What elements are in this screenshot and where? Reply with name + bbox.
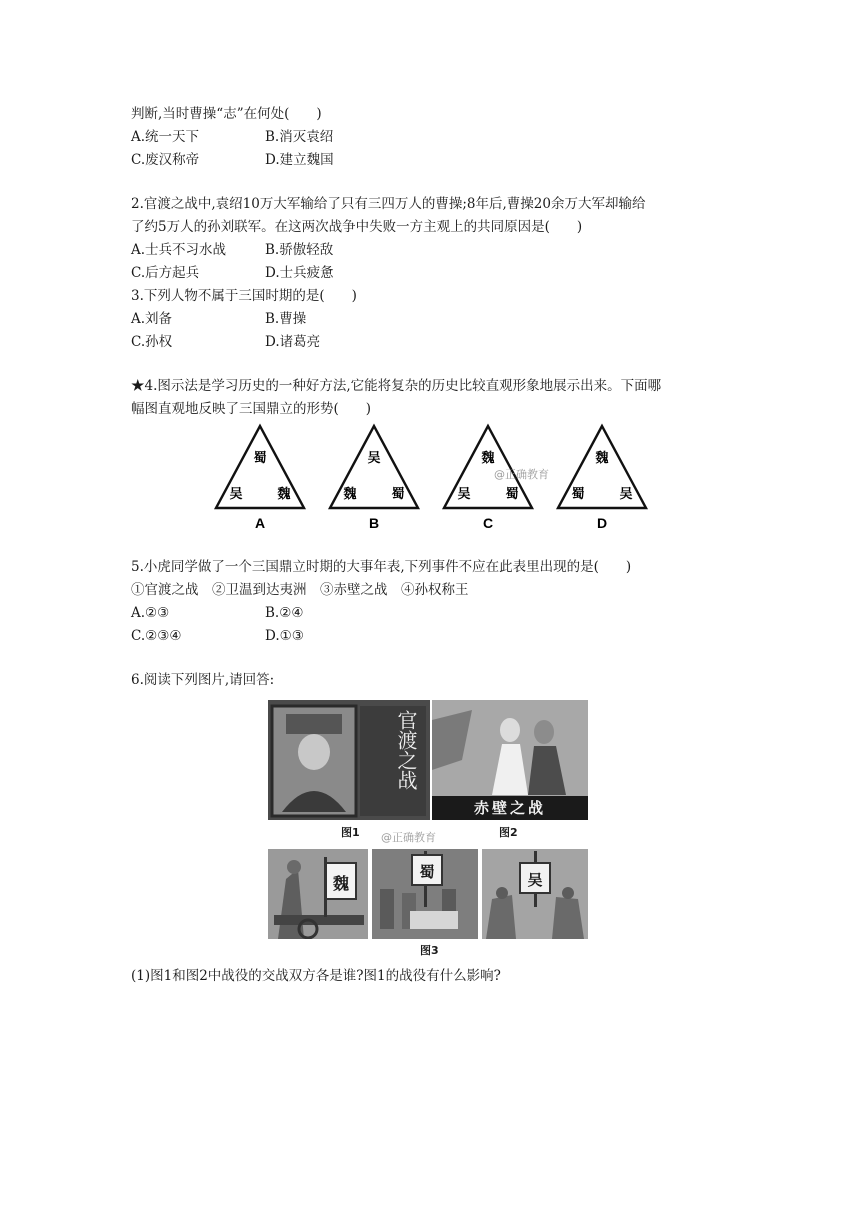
triangle-c-top: 魏 — [481, 451, 495, 466]
q5-option-b: B.②④ — [265, 605, 304, 621]
triangle-d-label: D — [596, 515, 608, 531]
q3-option-d: D.诸葛亮 — [265, 334, 321, 350]
figure-3-wei-art — [268, 849, 368, 939]
figure-1-image — [268, 700, 430, 820]
figure-2-image — [432, 700, 588, 820]
q5-events: ①官渡之战 ②卫温到达夷洲 ③赤壁之战 ④孙权称王 — [131, 582, 469, 598]
q2-option-c: C.后方起兵 — [131, 265, 200, 281]
figure-1-title: 官渡之战 — [394, 710, 418, 790]
triangle-b-left: 魏 — [343, 487, 357, 502]
triangle-b-label: B — [368, 515, 380, 531]
figure-3-caption: 图3 — [420, 944, 439, 957]
q4-stem-line2: 幅图直观地反映了三国鼎立的形势( ) — [131, 401, 372, 417]
q2-option-b: B.骄傲轻敌 — [265, 242, 334, 258]
triangle-d — [558, 426, 646, 531]
q1-stem: 判断,当时曹操“志”在何处( ) — [131, 106, 322, 122]
q3-stem: 3.下列人物不属于三国时期的是( ) — [131, 288, 357, 304]
triangle-diagrams — [212, 422, 652, 534]
triangle-diagram-svg — [212, 422, 652, 534]
q5-option-a: A.②③ — [131, 605, 170, 621]
q2-option-a: A.士兵不习水战 — [131, 242, 227, 258]
triangle-c-right: 蜀 — [505, 487, 519, 502]
triangle-a-label: A — [254, 515, 266, 531]
q3-option-c: C.孙权 — [131, 334, 173, 350]
figure-3-wu-image — [482, 849, 588, 939]
triangle-b-top: 吴 — [367, 451, 381, 466]
triangle-a-left: 吴 — [229, 487, 243, 502]
triangle-b-right: 蜀 — [391, 487, 405, 502]
q2-option-d: D.士兵疲惫 — [265, 265, 334, 281]
q3-option-a: A.刘备 — [131, 311, 173, 327]
q2-stem-line1: 2.官渡之战中,袁绍10万大军输给了只有三四万人的曹操;8年后,曹操20余万大军却输给 — [131, 196, 646, 212]
q1-option-a: A.统一天下 — [131, 129, 200, 145]
figure-2-caption: 图2 — [499, 826, 518, 839]
figure-3-wei-image — [268, 849, 368, 939]
figure-3-flag-wei: 魏 — [332, 874, 349, 893]
figure-3-flag-shu: 蜀 — [419, 863, 435, 881]
triangle-a — [216, 426, 304, 531]
figure-3-flag-wu: 吴 — [527, 871, 543, 889]
triangle-a-right: 魏 — [277, 487, 291, 502]
figure-3-wu-art — [482, 849, 588, 939]
triangle-b — [330, 426, 418, 531]
triangle-c-left: 吴 — [457, 487, 471, 502]
q6-sub-question-1: (1)图1和图2中战役的交战双方各是谁?图1的战役有什么影响? — [131, 968, 501, 984]
figure-3-shu-image — [372, 849, 478, 939]
triangle-c-label: C — [482, 515, 494, 531]
q3-option-b: B.曹操 — [265, 311, 307, 327]
q2-stem-line2: 了约5万人的孙刘联军。在这两次战争中失败一方主观上的共同原因是( ) — [131, 219, 583, 235]
q5-option-d: D.①③ — [265, 628, 304, 644]
triangle-a-top: 蜀 — [253, 451, 267, 466]
triangle-d-left: 蜀 — [571, 487, 585, 502]
figure-1-caption: 图1 — [341, 826, 360, 839]
q1-option-d: D.建立魏国 — [265, 152, 334, 168]
q5-option-c: C.②③④ — [131, 628, 182, 644]
figure-2-title: 赤壁之战 — [473, 799, 546, 817]
q5-stem: 5.小虎同学做了一个三国鼎立时期的大事年表,下列事件不应在此表里出现的是( ) — [131, 559, 632, 575]
q1-option-c: C.废汉称帝 — [131, 152, 200, 168]
q4-stem-line1: ★4.图示法是学习历史的一种好方法,它能将复杂的历史比较直观形象地展示出来。下面哪 — [131, 378, 662, 394]
q6-stem: 6.阅读下列图片,请回答: — [131, 672, 275, 688]
triangle-d-top: 魏 — [595, 451, 609, 466]
q1-option-b: B.消灭袁绍 — [265, 129, 334, 145]
triangle-d-right: 吴 — [619, 487, 633, 502]
watermark-2: @正确教育 — [381, 831, 436, 844]
watermark: @正确教育 — [494, 468, 549, 481]
